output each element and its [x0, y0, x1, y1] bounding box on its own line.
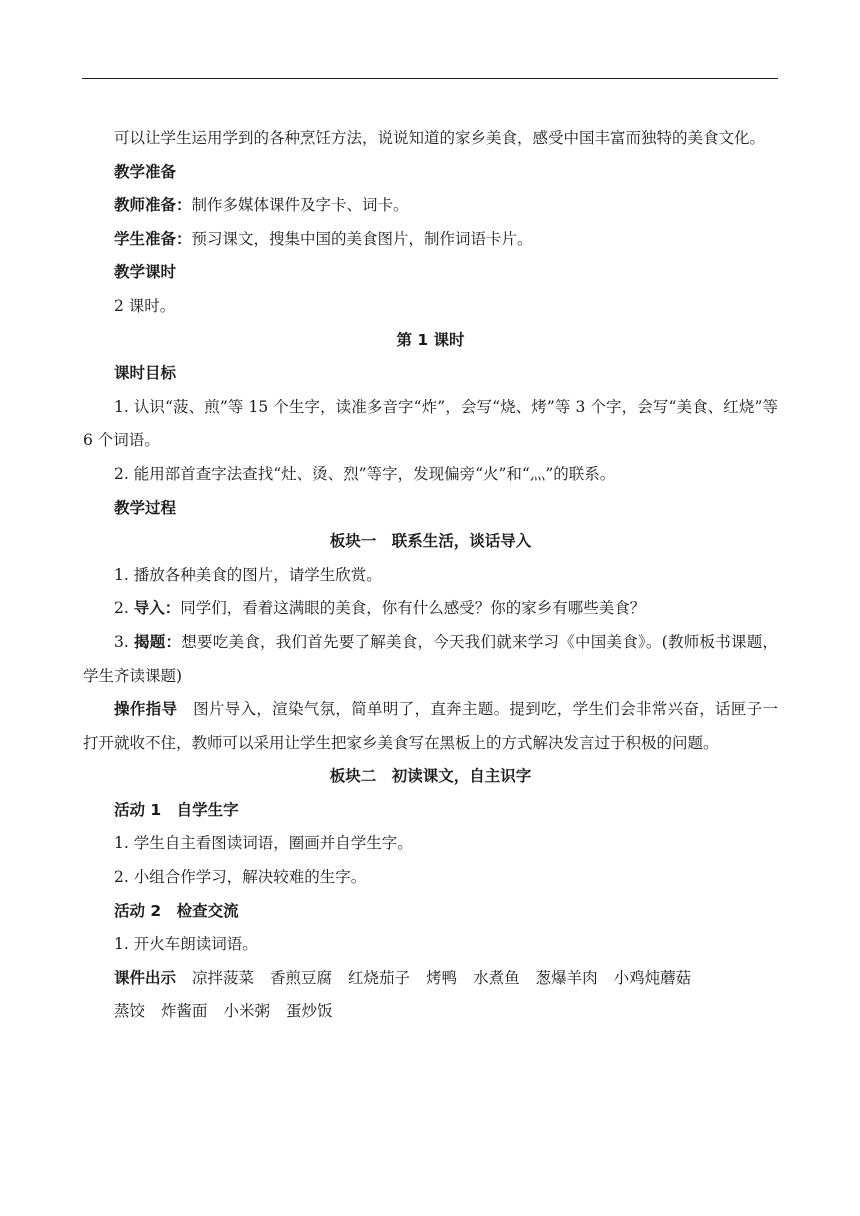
block1-item-1: 1. 播放各种美食的图片，请学生欣赏。: [114, 565, 382, 584]
document-body: [83, 122, 778, 1029]
block1-item-2-text: 同学们，看着这满眼的美食，你有什么感受？你的家乡有哪些美食？: [180, 599, 646, 618]
activity1-item-1: 1. 学生自主看图读词语，圈画并自学生字。: [114, 834, 413, 853]
block1-item-3: [83, 626, 778, 693]
operation-guide: [83, 693, 778, 760]
block1-item-2: [83, 592, 778, 626]
vocab-word: 红烧茄子: [348, 968, 411, 987]
activity1-title: 活动 1 自学生字: [114, 800, 239, 819]
vocab-word: 蛋炒饭: [286, 1002, 333, 1021]
prep-heading: 教学准备: [114, 162, 177, 181]
operation-guide-label: 操作指导: [114, 700, 178, 719]
vocab-word: 烤鸭: [426, 968, 458, 987]
lesson-title: 第 1 课时: [396, 330, 465, 349]
activity2-item-1: 1. 开火车朗读词语。: [114, 935, 258, 954]
block1-title: 板块一 联系生活，谈话导入: [329, 532, 532, 551]
hours-text: 2 课时。: [114, 296, 176, 315]
block1-item-2-label: 导入：: [133, 599, 181, 618]
vocab-word: 小米粥: [223, 1002, 271, 1021]
courseware-words-line-2: [83, 995, 778, 1029]
student-prep-text: 预习课文，搜集中国的美食图片，制作词语卡片。: [191, 229, 533, 248]
hours-heading: 教学课时: [114, 263, 177, 282]
block1-item-3-num: 3.: [114, 632, 134, 651]
header-rule: [82, 78, 778, 79]
activity1-item-2: 2. 小组合作学习，解决较难的生字。: [114, 868, 367, 887]
intro-paragraph: 可以让学生运用学到的各种烹饪方法，说说知道的家乡美食，感受中国丰富而独特的美食文化。: [114, 129, 766, 147]
student-prep-label: 学生准备：: [114, 229, 192, 248]
block1-item-3-text: 想要吃美食，我们首先要了解美食，今天我们就来学习《中国美食》。(教师板书课题，学生齐读课题): [83, 632, 778, 685]
goals-heading: 课时目标: [114, 364, 177, 383]
vocab-word: 水煮鱼: [473, 968, 520, 987]
courseware-label: 课件出示: [114, 968, 177, 987]
student-prep: [83, 223, 778, 257]
courseware-words-line-1: [83, 962, 778, 996]
vocab-word: 炸酱面: [161, 1002, 208, 1021]
block1-item-2-num: 2.: [114, 599, 134, 618]
goal-item-2: 2. 能用部首查字法查找“灶、烫、烈”等字，发现偏旁“火”和“灬”的联系。: [114, 464, 616, 483]
operation-guide-text: 图片导入，渲染气氛，简单明了，直奔主题。提到吃，学生们会非常兴奋，话匣子一打开就收不住，教师可以采用让学生把家乡美食写在黑板上的方式解决发言过于积极的问题。: [83, 700, 778, 752]
vocab-word: 凉拌菠菜: [192, 968, 255, 987]
vocab-word: 小鸡炖蘑菇: [613, 968, 692, 987]
goal-item-1: 1. 认识“菠、煎”等 15 个生字，读准多音字“炸”，会写“烧、烤”等 3 个字，会写“美食、红烧”等 6 个词语。: [83, 397, 778, 450]
block1-item-3-label: 揭题：: [133, 632, 182, 651]
vocab-word: 葱爆羊肉: [535, 968, 598, 987]
block2-title: 板块二 初读课文，自主识字: [329, 767, 532, 786]
teacher-prep: [83, 189, 778, 223]
vocab-word: 香煎豆腐: [270, 968, 333, 987]
process-heading: 教学过程: [114, 498, 177, 517]
teacher-prep-label: 教师准备：: [114, 196, 192, 215]
teacher-prep-text: 制作多媒体课件及字卡、词卡。: [191, 196, 409, 215]
vocab-word: 蒸饺: [114, 1002, 146, 1021]
activity2-title: 活动 2 检查交流: [114, 901, 239, 920]
